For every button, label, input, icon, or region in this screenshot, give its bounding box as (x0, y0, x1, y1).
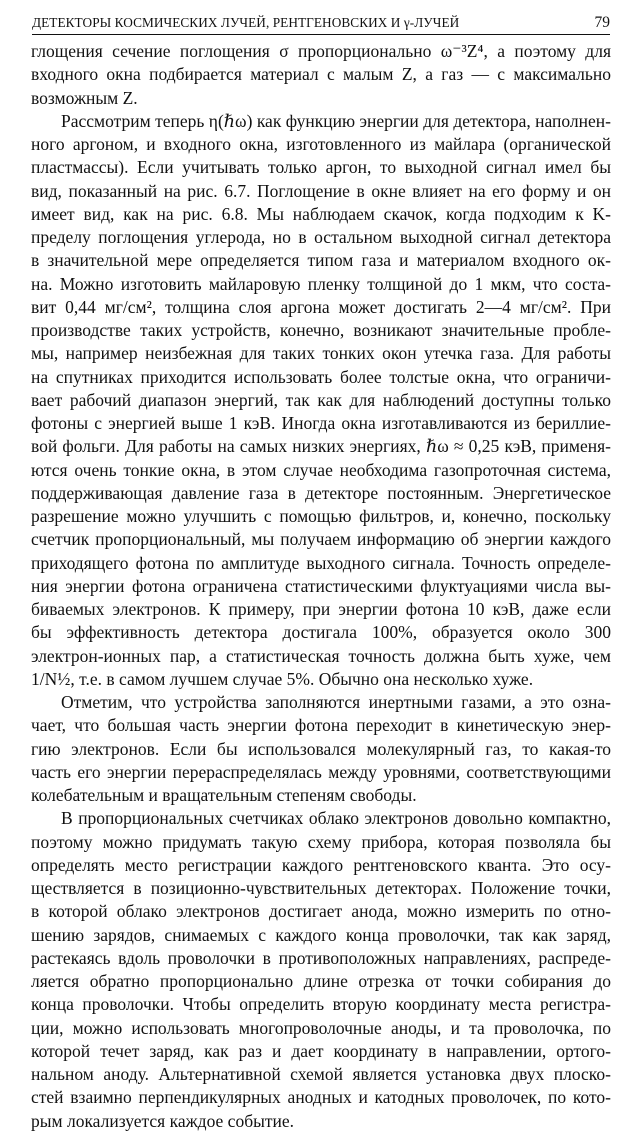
text-line: конца проволочки. Чтобы определить вторую координату места регистра- (31, 994, 611, 1015)
text-line: растекаясь вдоль проволочки в противоположных направлениях, распреде- (31, 947, 611, 968)
text-line: ются очень тонкие окна, в этом случае необходима газопроточная система, (31, 459, 611, 480)
text-line: в значительной мере определяется типом газа и материалом входного ок- (31, 250, 611, 271)
text-line: ного аргоном, и входного окна, изготовленного из майлара (органической (31, 134, 611, 154)
text-line: стей взаимно перпендикулярных анодных и катодных проволочек, по кото- (31, 1087, 611, 1108)
text-line: вой фольги. Для работы на самых низких энергиях, ℏω ≈ 0,25 кэВ, применя- (31, 436, 611, 457)
text-line: ции, можно использовать многопроволочные аноды, и та проволочка, по (31, 1017, 611, 1038)
text-line: Отметим, что устройства заполняются инертными газами, а это озна- (61, 692, 611, 712)
text-line: фотоны с энергией выше 1 кэВ. Иногда окна изготавливаются из бериллие- (31, 413, 611, 433)
text-line: ляется обратно пропорционально длине отрезка от точки собирания до (31, 971, 611, 991)
text-line: на. Можно изготовить майларовую пленку толщиной до 1 мкм, что состa- (31, 273, 611, 294)
text-line: биваемых электронов. К примеру, при энергии фотона 10 кэВ, даже если (31, 599, 611, 619)
text-line: глощения сечение поглощения σ пропорционально ω⁻³Z⁴, а поэтому для (31, 41, 611, 61)
text-line: чает, что большая часть энергии фотона переходит в кинетическую энер- (31, 715, 611, 736)
text-line: ния энергии фотона ограничена статистическими флуктуациями числа вы- (31, 575, 611, 596)
page-number: 79 (594, 14, 610, 31)
text-line: гию электронов. Если бы использовался молекулярный газ, то какая-то (31, 738, 611, 759)
text-line: 1/N½, т.е. в самом лучшем случае 5%. Обычно она несколько хуже. (31, 668, 534, 689)
text-line: определять место регистрации каждого рентгеновского кванта. Это осу- (31, 854, 611, 875)
text-line: возможным Z. (31, 87, 138, 108)
running-title: ДЕТЕКТОРЫ КОСМИЧЕСКИХ ЛУЧЕЙ, РЕНТГЕНОВСКИХ И γ-ЛУЧЕЙ (32, 15, 460, 30)
text-line: поэтому можно придумать такую схему прибора, которая позволяла бы (31, 831, 611, 852)
text-line: поддерживающая давление газа в детекторе постоянным. Энергетическое (31, 482, 611, 503)
text-line: рым локализуется каждое событие. (31, 1110, 295, 1131)
text-line: мы, например неизбежная для таких тонких окон утечка газа. Для работы (31, 343, 611, 364)
text-line: часть его энергии перераспределялась между уровнями, соответствующими (31, 761, 611, 782)
text-line: шению зарядов, снимаемых с каждого конца проволочки, так как заряд, (31, 924, 611, 945)
text-line: ществляется в позиционно-чувствительных детекторах. Положение точки, (31, 878, 611, 898)
text-line: счетчик пропорциональный, мы получаем информацию об энергии каждого (31, 529, 611, 550)
text-line: нальном аноду. Альтернативной схемой является установка двух плоско- (31, 1064, 611, 1084)
text-line: бы эффективность детектора достигала 100%, образуется около 300 (31, 622, 611, 643)
text-line: которой течет заряд, как раз и дает координату в направлении, ортого- (31, 1040, 611, 1061)
text-line: производстве таких устройств, конечно, возникают значительные пробле- (31, 320, 611, 340)
text-line: пластмассы). Если учитывать только аргон, то выходной сигнал имел бы (31, 157, 611, 178)
text-line: в которой облако электронов достигает анода, можно измерить по отно- (31, 901, 611, 922)
text-line: разрешение можно улучшить с помощью фильтров, и, конечно, поскольку (31, 506, 611, 526)
text-line: приходящего фотона по амплитуде выходного сигнала. Точность определе- (31, 552, 611, 573)
body-text (31, 40, 611, 1133)
text-line: Рассмотрим теперь η(ℏω) как функцию энергии для детектора, наполнен- (61, 110, 611, 131)
text-line: вид, показанный на рис. 6.7. Поглощение в окне влияет на его форму и он (31, 180, 611, 201)
text-line: на спутниках приходится использовать более толстые окна, что ограничи- (31, 366, 611, 387)
text-line: пределу поглощения углерода, но в остальном выходной сигнал детектора (31, 227, 611, 247)
text-line: вит 0,44 мг/см², толщина слоя аргона может достигать 2—4 мг/см². При (31, 296, 611, 317)
text-line: вает рабочий диапазон энергий, так как для наблюдений доступны только (31, 389, 611, 410)
running-header (32, 12, 610, 35)
text-line: В пропорциональных счетчиках облако электронов довольно компактно, (61, 808, 611, 829)
text-line: колебательным и вращательным степеням свободы. (31, 785, 417, 805)
text-line: электрон-ионных пар, а статистическая точность должна быть хуже, чем (31, 645, 611, 666)
text-line: имеет вид, как на рис. 6.8. Мы наблюдаем скачок, когда подходим к K- (31, 203, 611, 224)
text-line: входного окна подбирается материал с малым Z, а газ — с максимально (31, 64, 611, 85)
